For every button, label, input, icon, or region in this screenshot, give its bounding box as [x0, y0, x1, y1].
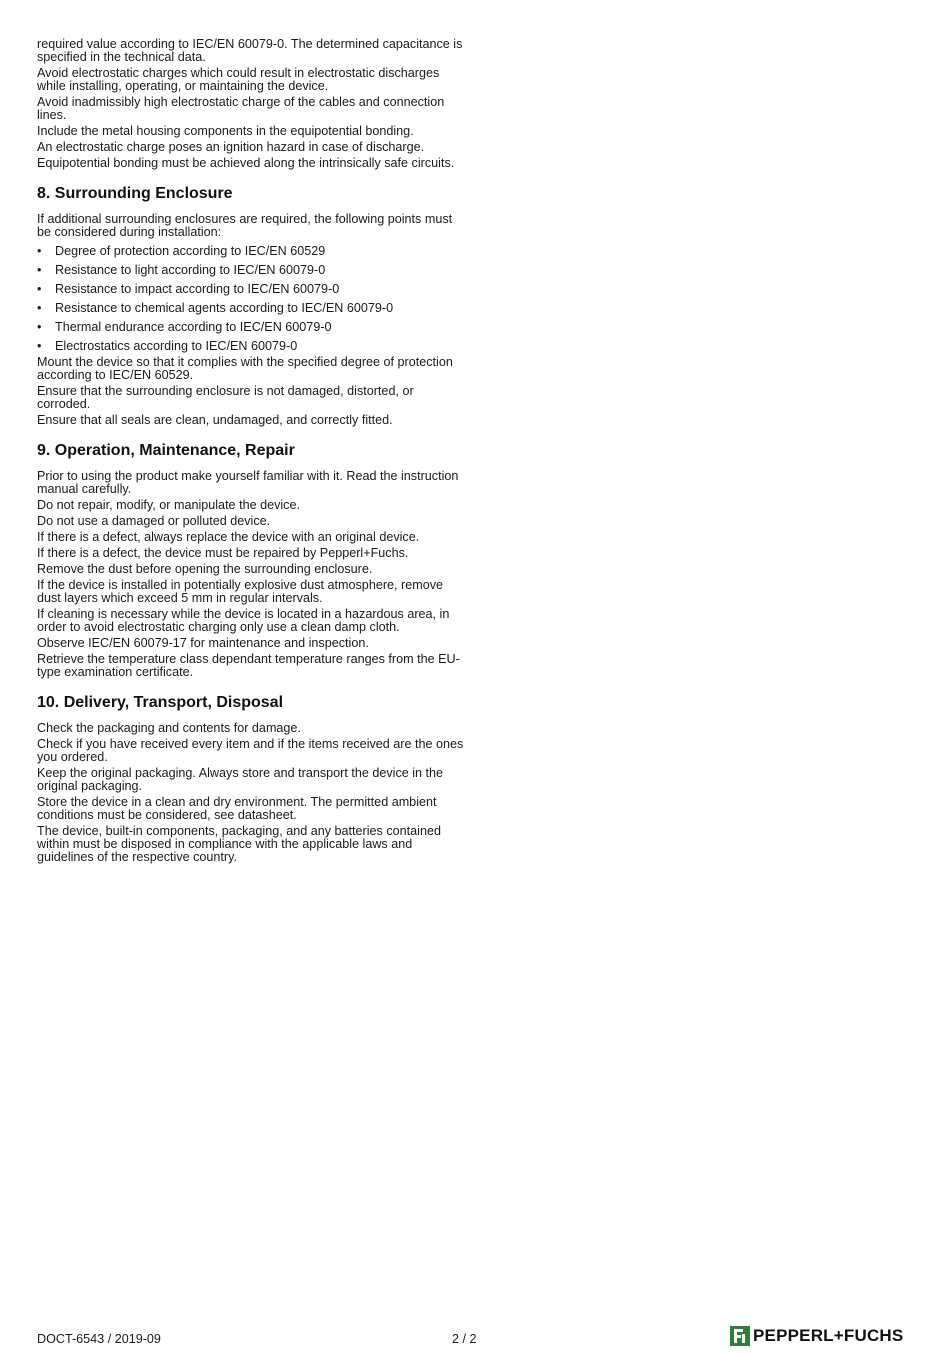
intro-paragraph: Equipotential bonding must be achieved along the intrinsically safe circuits. — [37, 156, 455, 170]
page-number: 2 / 2 — [452, 1332, 477, 1346]
section-9-paragraph: If there is a defect, the device must be repaired by Pepperl+Fuchs. — [37, 546, 409, 560]
section-10-paragraph: Check if you have received every item and if the items received are the ones you ordered. — [37, 737, 464, 764]
section-8-paragraph: Mount the device so that it complies with the specified degree of protection according to IEC/EN 60529. — [37, 355, 453, 382]
brand-mark-icon — [730, 1326, 750, 1346]
section-10-paragraph: Keep the original packaging. Always store and transport the device in the original packaging. — [37, 766, 444, 793]
section-9-paragraph: Prior to using the product make yourself familiar with it. Read the instruction manual carefully. — [37, 469, 459, 496]
list-item: • Resistance to chemical agents according to IEC/EN 60079-0 — [37, 302, 467, 315]
brand-logo — [730, 1324, 903, 1348]
section-9-heading: 9. Operation, Maintenance, Repair — [37, 442, 295, 459]
section-8-paragraph: Ensure that the surrounding enclosure is not damaged, distorted, or corroded. — [37, 384, 414, 411]
intro-paragraph: Include the metal housing components in the equipotential bonding. — [37, 124, 414, 138]
list-item: • Degree of protection according to IEC/EN 60529 — [37, 245, 467, 258]
document-body — [37, 38, 467, 867]
list-item: • Thermal endurance according to IEC/EN 60079-0 — [37, 321, 467, 334]
section-10-heading: 10. Delivery, Transport, Disposal — [37, 694, 284, 711]
intro-paragraph: An electrostatic charge poses an ignition hazard in case of discharge. — [37, 140, 425, 154]
intro-paragraph: Avoid electrostatic charges which could result in electrostatic discharges while installing, operating, or maintaining the device. — [37, 66, 440, 93]
section-8-paragraph: Ensure that all seals are clean, undamaged, and correctly fitted. — [37, 413, 393, 427]
section-10-paragraph: The device, built-in components, packaging, and any batteries contained within must be disposed in compliance with the applicable laws and guidelines of the respective country. — [37, 824, 441, 864]
section-9-paragraph: If cleaning is necessary while the device is located in a hazardous area, in order to avoid electrostatic charging only use a clean damp cloth. — [37, 607, 450, 634]
intro-paragraph: required value according to IEC/EN 60079-0. The determined capacitance is specified in the technical data. — [37, 37, 463, 64]
document-id: DOCT-6543 / 2019-09 — [37, 1332, 161, 1346]
section-9-paragraph: If the device is installed in potentially explosive dust atmosphere, remove dust layers which exceed 5 mm in regular intervals. — [37, 578, 444, 605]
section-8-bullet-list — [37, 245, 467, 353]
list-item: • Electrostatics according to IEC/EN 60079-0 — [37, 340, 467, 353]
list-item: • Resistance to impact according to IEC/EN 60079-0 — [37, 283, 467, 296]
section-8-heading: 8. Surrounding Enclosure — [37, 185, 233, 202]
list-item: • Resistance to light according to IEC/EN 60079-0 — [37, 264, 467, 277]
section-9-paragraph: Do not use a damaged or polluted device. — [37, 514, 271, 528]
section-9-paragraph: Observe IEC/EN 60079-17 for maintenance and inspection. — [37, 636, 369, 650]
section-9-paragraph: Do not repair, modify, or manipulate the device. — [37, 498, 300, 512]
section-9-paragraph: Remove the dust before opening the surrounding enclosure. — [37, 562, 373, 576]
section-10-paragraph: Store the device in a clean and dry environment. The permitted ambient conditions must be considered, see datasheet. — [37, 795, 437, 822]
section-10-paragraph: Check the packaging and contents for damage. — [37, 721, 301, 735]
section-8-lead: If additional surrounding enclosures are required, the following points must be considered during installation: — [37, 212, 453, 239]
section-9-paragraph: If there is a defect, always replace the device with an original device. — [37, 530, 420, 544]
intro-paragraph: Avoid inadmissibly high electrostatic charge of the cables and connection lines. — [37, 95, 445, 122]
brand-name: PEPPERL+FUCHS — [753, 1326, 904, 1345]
section-9-paragraph: Retrieve the temperature class dependant temperature ranges from the EU-type examination certificate. — [37, 652, 460, 679]
